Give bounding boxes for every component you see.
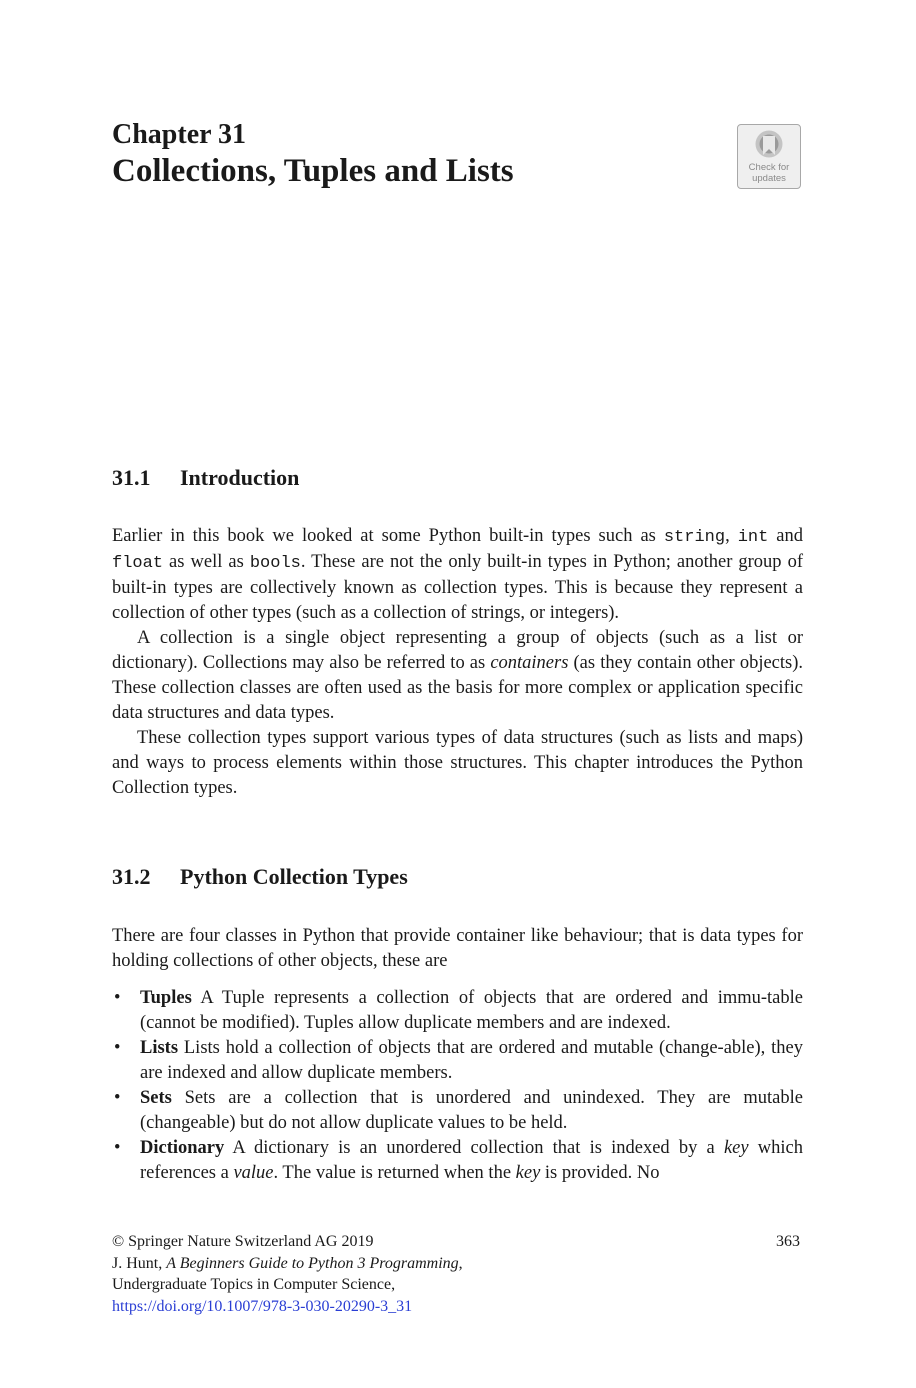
paragraph: A collection is a single object representing a group of objects (such as a list or dictionary). Collections may also be referred to as containers (as they contain other objects). These collection classes are often used as the basis for more complex or application specific data structures and data types. [112, 628, 804, 723]
list-item: • Lists Lists hold a collection of objects that are ordered and mutable (change-able), they are indexed and allow duplicate members. [114, 1038, 803, 1083]
paragraph: These collection types support various types of data structures (such as lists and maps) and ways to process elements within those structures. This chapter introduces the Python Collection types. [112, 728, 803, 798]
section-number: 31.1 [112, 465, 151, 490]
badge-line-1: Check for [748, 162, 790, 173]
term: Tuples [140, 988, 192, 1008]
term: Dictionary [140, 1138, 225, 1158]
term: Sets [140, 1088, 172, 1108]
chapter-title: Collections, Tuples and Lists [112, 153, 514, 189]
copyright: © Springer Nature Switzerland AG 2019 [112, 1233, 374, 1250]
collection-types-intro [112, 924, 803, 974]
doi-link[interactable]: https://doi.org/10.1007/978-3-030-20290-3_31 [112, 1297, 413, 1315]
code-string: string [663, 528, 726, 547]
code-bools: bools [249, 554, 301, 573]
series-name: Undergraduate Topics in Computer Science, [112, 1276, 396, 1293]
section-heading-introduction [112, 464, 299, 492]
list-item: • Tuples A Tuple represents a collection of objects that are ordered and immu-table (cannot be modified). Tuples allow duplicate members and are indexed. [114, 988, 803, 1033]
book-citation: J. Hunt, A Beginners Guide to Python 3 Programming, [112, 1254, 463, 1272]
paragraph: There are four classes in Python that provide container like behaviour; that is data types for holding collections of other objects, these are [112, 926, 803, 971]
collection-types-list [112, 986, 803, 1186]
bookmark-icon [749, 130, 789, 162]
section-number: 31.2 [112, 864, 151, 889]
list-item: • Dictionary A dictionary is an unordered collection that is indexed by a key which references a value. The value is returned when the key is provided. No [114, 1138, 803, 1183]
section-title: Introduction [180, 465, 300, 490]
code-float: float [112, 554, 164, 573]
paragraph: Earlier in this book we looked at some Python built-in types such as string, int and float as well as bools. These are not the only built-in types in Python; another group of built-in types are collectively known as collection types. This is because they represent a collection of other types (such as a collection of strings, or integers). [112, 526, 804, 623]
book-title: A Beginners Guide to Python 3 Programming [166, 1254, 459, 1272]
section-heading-collection-types [112, 863, 408, 891]
introduction-body [112, 524, 803, 801]
badge-line-2: updates [752, 173, 786, 184]
emphasis-containers: containers [490, 653, 569, 673]
section-title: Python Collection Types [180, 864, 408, 889]
term: Lists [140, 1038, 179, 1058]
page-number: 363 [776, 1233, 800, 1250]
chapter-label: Chapter 31 [112, 119, 247, 150]
check-for-updates-badge[interactable] [737, 124, 801, 189]
code-int: int [737, 528, 769, 547]
footer-citation [112, 1231, 463, 1317]
list-item: • Sets Sets are a collection that is unordered and unindexed. They are mutable (changeable) but do not allow duplicate values to be held. [114, 1088, 803, 1133]
